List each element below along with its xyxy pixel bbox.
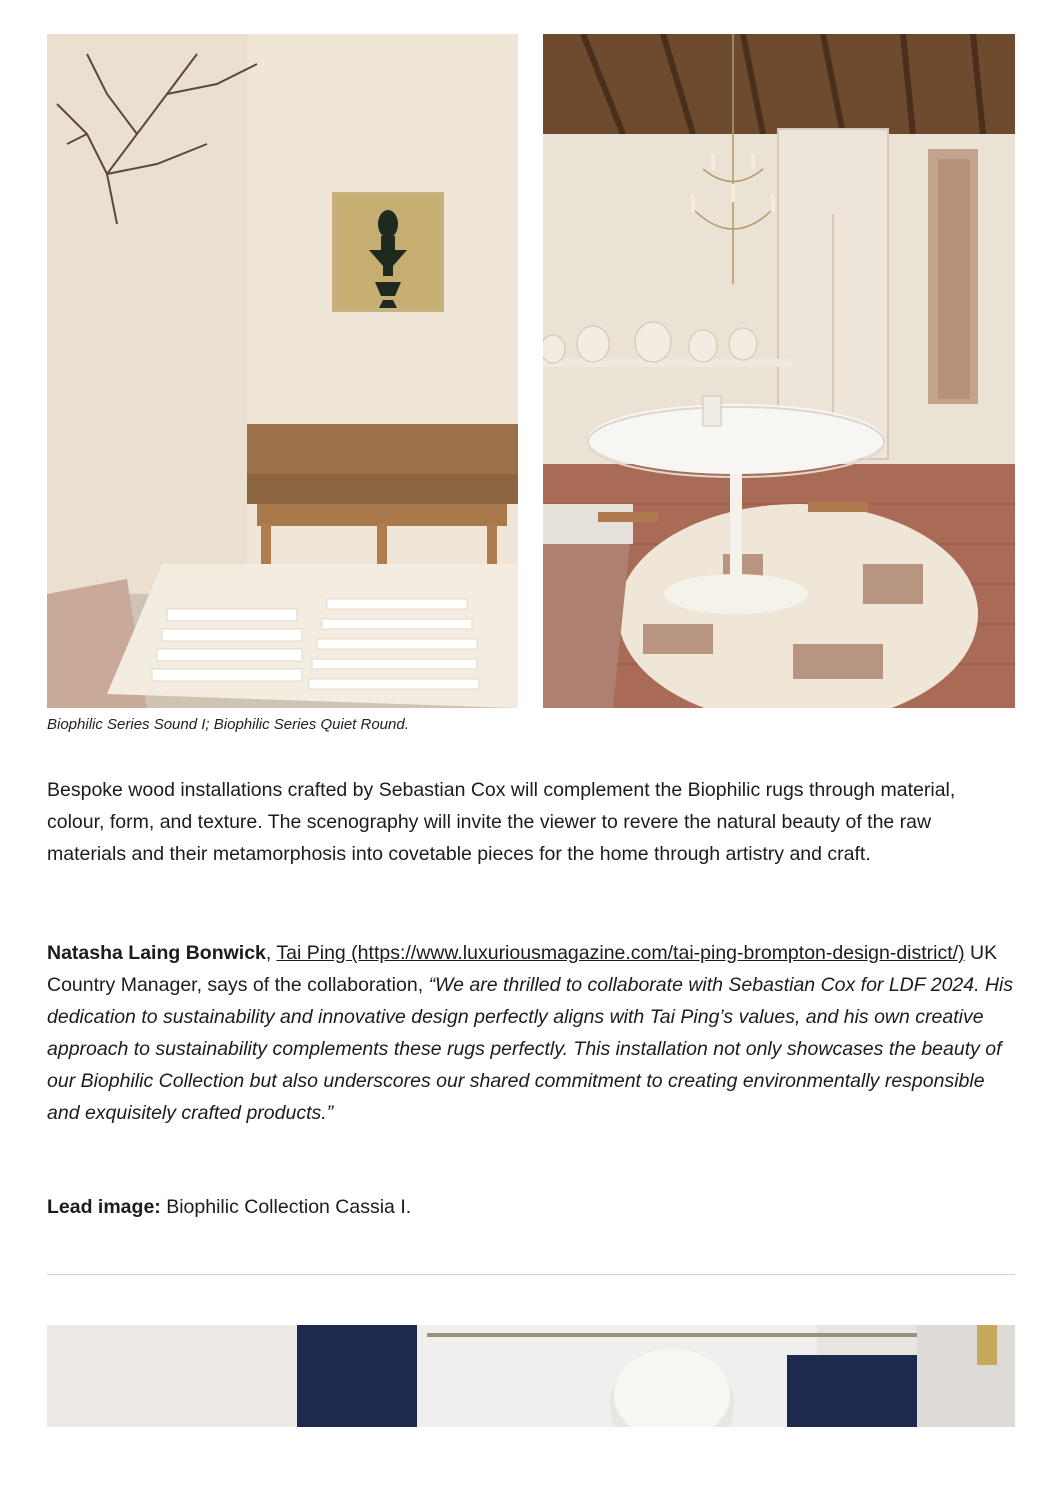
speaker-name: Natasha Laing Bonwick bbox=[47, 942, 266, 964]
photo-sound-i-illustration bbox=[47, 34, 518, 708]
photo-sound-i bbox=[47, 34, 518, 708]
photo-quiet-round bbox=[543, 34, 1015, 708]
lead-image-value: Biophilic Collection Cassia I. bbox=[166, 1196, 412, 1218]
section-divider bbox=[47, 1274, 1015, 1275]
collaboration-quote: “We are thrilled to collaborate with Sebastian Cox for LDF 2024. His dedication to sustainability and innovative design perfectly aligns with Tai Ping’s values, and his own creative approach to sustainability complements these rugs perfectly. This installation not only showcases the beauty of our Biophilic Collection but also underscores our shared commitment to creating environmentally responsible and exquisitely crafted products.” bbox=[47, 974, 1014, 1124]
quote-paragraph bbox=[47, 937, 1015, 1129]
tai-ping-link[interactable]: Tai Ping (https://www.luxuriousmagazine.com/tai-ping-brompton-design-district/) bbox=[276, 942, 965, 964]
speaker-separator: , bbox=[265, 942, 272, 964]
lead-image-credit bbox=[47, 1191, 1015, 1223]
body-paragraph: Bespoke wood installations crafted by Sebastian Cox will complement the Biophilic rugs through material, colour, form, and texture. The scenography will invite the viewer to revere the natural beauty of the raw materials and their metamorphosis into covetable pieces for the home through artistry and craft. bbox=[47, 779, 956, 865]
photo-portrait-illustration bbox=[47, 1325, 1015, 1427]
image-caption: Biophilic Series Sound I; Biophilic Series Quiet Round. bbox=[47, 716, 409, 733]
photo-portrait bbox=[47, 1325, 1015, 1427]
speaker-role: UK Country Manager, says of the collaboration, bbox=[47, 942, 998, 996]
lead-image-label: Lead image: bbox=[47, 1196, 161, 1218]
photo-quiet-round-illustration bbox=[543, 34, 1015, 708]
